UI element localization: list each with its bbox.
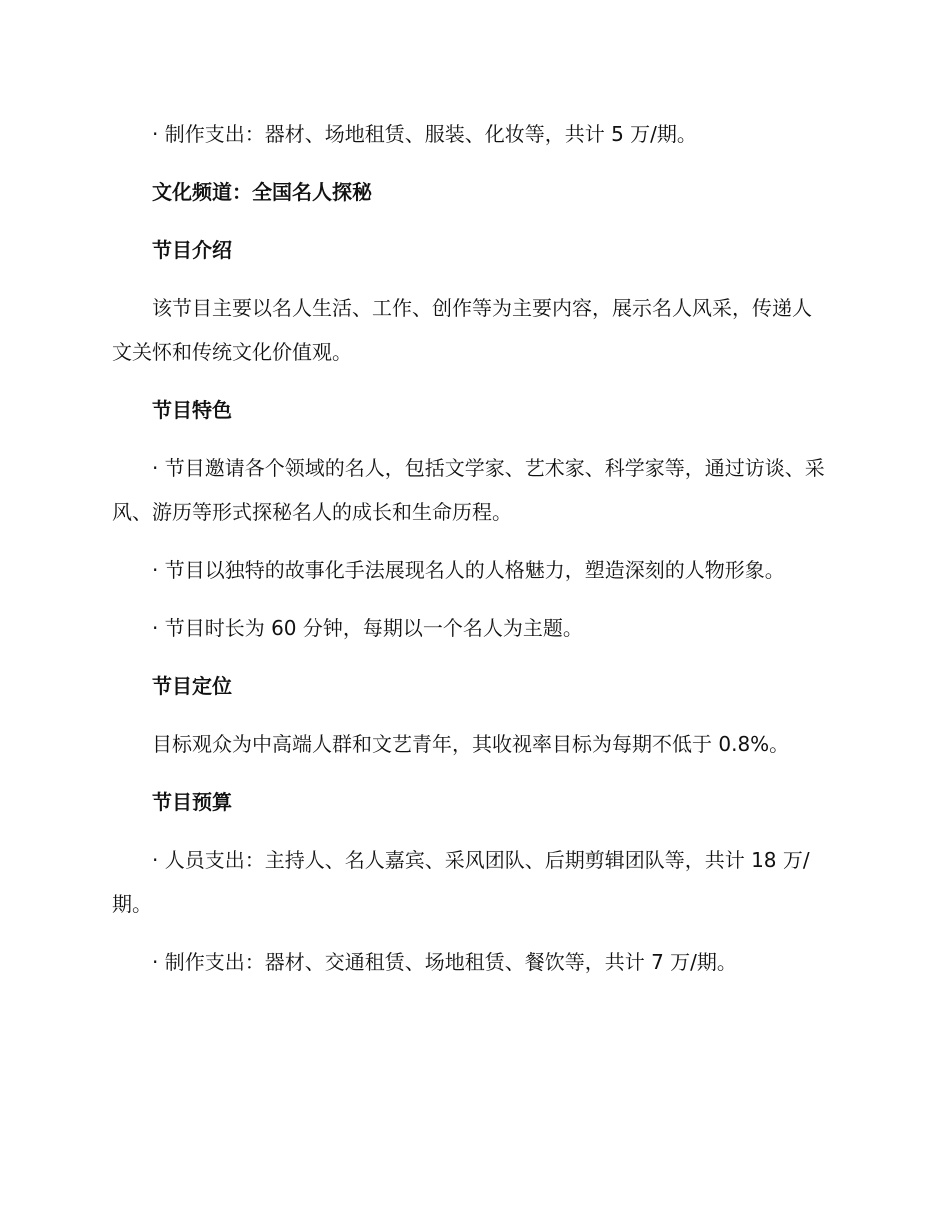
budget-production-item: · 制作支出：器材、交通租赁、场地租赁、餐饮等，共计 7 万/期。 <box>152 950 737 974</box>
budget-production-line-1: · 制作支出：器材、场地租赁、服装、化妆等，共计 5 万/期。 <box>152 122 697 146</box>
program-intro-heading: 节目介绍 <box>152 238 232 262</box>
budget-personnel-item: · 人员支出：主持人、名人嘉宾、采风团队、后期剪辑团队等，共计 18 万/期。 <box>112 848 810 916</box>
program-intro-paragraph: 该节目主要以名人生活、工作、创作等为主要内容，展示名人风采，传递人文关怀和传统文化价值观。 <box>112 296 812 364</box>
feature-item-3: · 节目时长为 60 分钟，每期以一个名人为主题。 <box>152 616 583 640</box>
program-features-heading: 节目特色 <box>152 398 232 422</box>
feature-item-2: · 节目以独特的故事化手法展现名人的人格魅力，塑造深刻的人物形象。 <box>152 558 785 582</box>
program-budget-heading: 节目预算 <box>152 790 232 814</box>
feature-item-1: · 节目邀请各个领域的名人，包括文学家、艺术家、科学家等，通过访谈、采风、游历等形式探秘名人的成长和生命历程。 <box>112 456 825 524</box>
document-content <box>112 112 830 998</box>
program-positioning-heading: 节目定位 <box>152 674 232 698</box>
program-positioning-paragraph: 目标观众为中高端人群和文艺青年，其收视率目标为每期不低于 0.8%。 <box>152 732 790 756</box>
channel-section-title: 文化频道：全国名人探秘 <box>152 180 372 204</box>
